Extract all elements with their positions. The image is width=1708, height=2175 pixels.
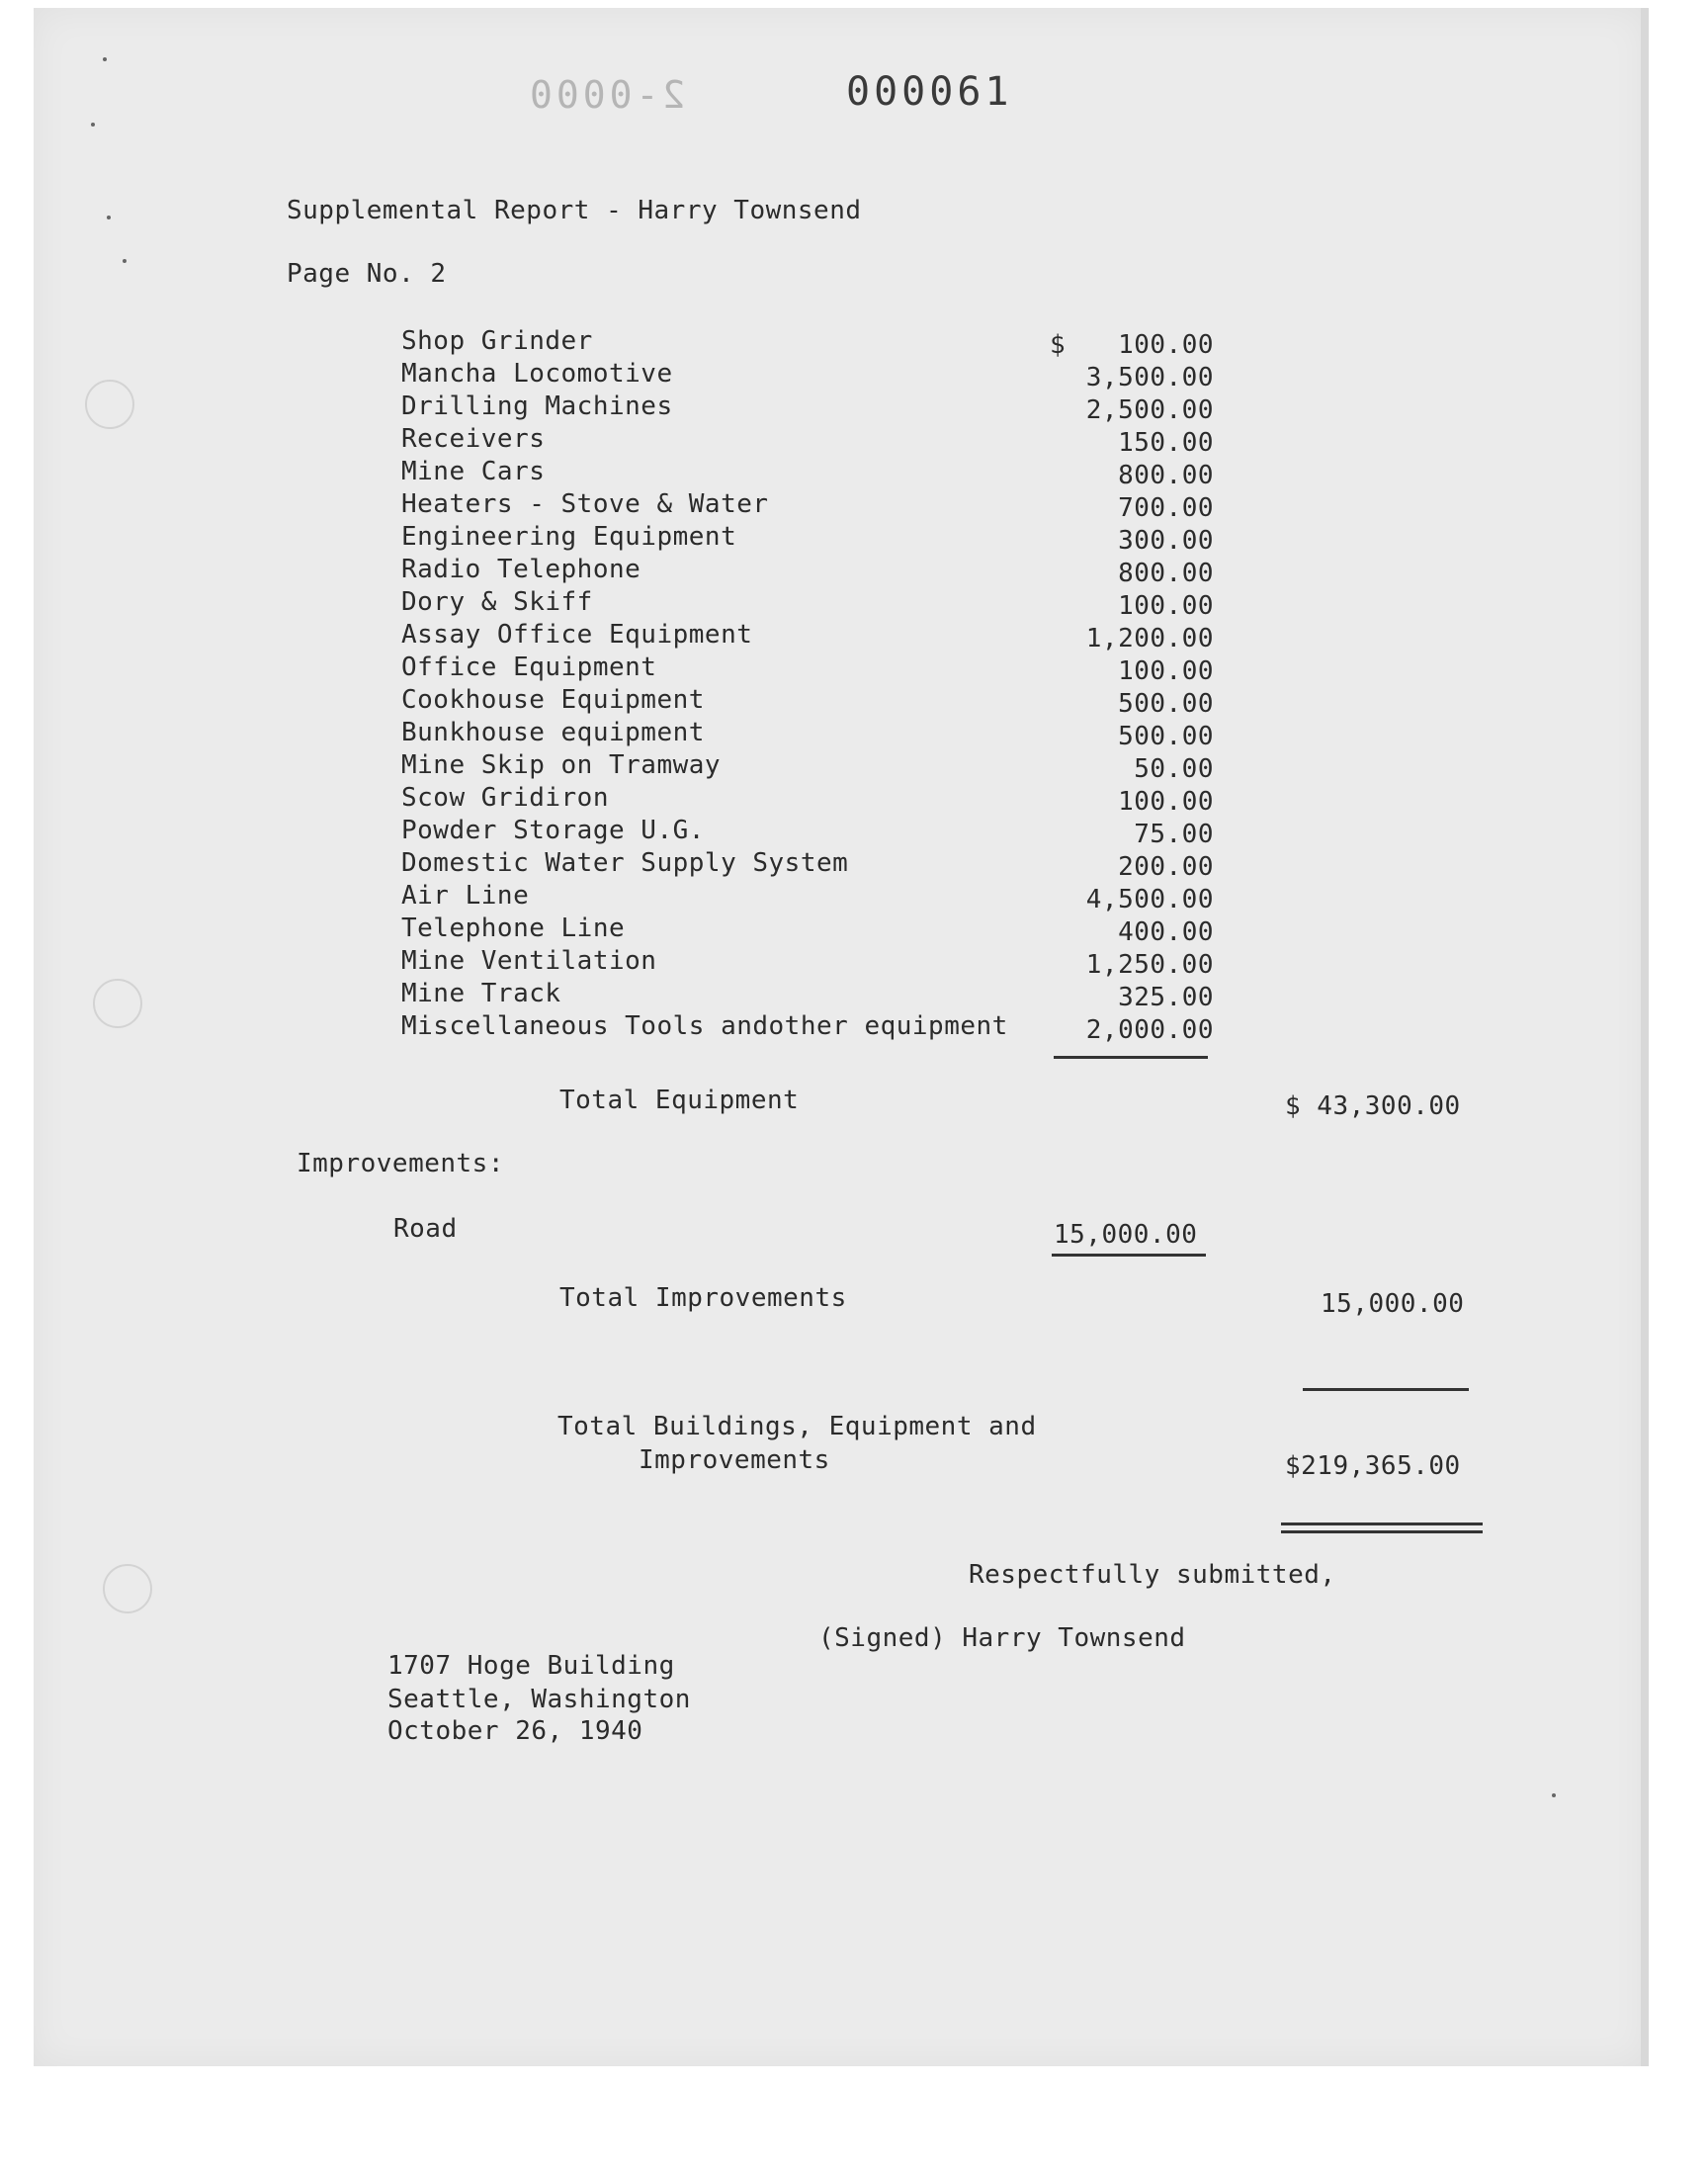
equipment-item-label: Radio Telephone — [401, 555, 641, 584]
punch-hole-bottom — [103, 1564, 152, 1613]
punch-hole-top — [85, 380, 134, 429]
equipment-item-amount: 4,500.00 — [1085, 885, 1214, 914]
equipment-item-amount: 200.00 — [1118, 852, 1214, 882]
road-amount: 15,000.00 — [1054, 1220, 1198, 1250]
paper-edge — [1641, 8, 1649, 2066]
page-label: Page No. 2 — [287, 259, 447, 289]
equipment-item-amount: 3,500.00 — [1085, 363, 1214, 392]
speck — [103, 57, 107, 61]
ghost-doc-number: 2-0000 — [526, 73, 686, 117]
grand-total-label-line1: Total Buildings, Equipment and — [557, 1412, 1037, 1441]
equipment-item-label: Powder Storage U.G. — [401, 816, 705, 845]
grand-total-label-line2: Improvements — [639, 1445, 830, 1475]
grand-total-double-rule-2 — [1281, 1530, 1483, 1533]
equipment-item-amount: 300.00 — [1118, 526, 1214, 556]
equipment-item-amount: 325.00 — [1118, 983, 1214, 1012]
equipment-item-amount: 800.00 — [1118, 461, 1214, 490]
equipment-item-label: Assay Office Equipment — [401, 620, 753, 650]
equipment-item-amount: 400.00 — [1118, 917, 1214, 947]
equipment-item-label: Office Equipment — [401, 652, 657, 682]
equipment-item-amount: 75.00 — [1134, 820, 1214, 849]
grand-total-top-rule — [1303, 1388, 1469, 1391]
improvements-heading: Improvements: — [297, 1149, 504, 1178]
report-title: Supplemental Report - Harry Townsend — [287, 196, 862, 225]
equipment-item-label: Dory & Skiff — [401, 587, 593, 617]
grand-total-value: $219,365.00 — [1285, 1451, 1461, 1481]
total-equipment-value: $ 43,300.00 — [1285, 1091, 1461, 1121]
road-label: Road — [393, 1214, 458, 1244]
total-improvements-value: 15,000.00 — [1321, 1289, 1465, 1319]
grand-total-double-rule-1 — [1281, 1522, 1483, 1525]
report-date: October 26, 1940 — [387, 1716, 643, 1746]
equipment-item-label: Drilling Machines — [401, 392, 673, 421]
equipment-item-label: Mine Track — [401, 979, 561, 1008]
equipment-item-amount: 150.00 — [1118, 428, 1214, 458]
total-improvements-label: Total Improvements — [559, 1283, 847, 1313]
equipment-item-label: Heaters - Stove & Water — [401, 489, 769, 519]
equipment-item-amount: 2,000.00 — [1085, 1015, 1214, 1045]
equipment-item-amount: 800.00 — [1118, 559, 1214, 588]
equipment-item-label: Mancha Locomotive — [401, 359, 673, 389]
equipment-item-amount: 700.00 — [1118, 493, 1214, 523]
equipment-item-label: Scow Gridiron — [401, 783, 609, 813]
signature-line: (Signed) Harry Townsend — [818, 1623, 1186, 1653]
equipment-item-label: Cookhouse Equipment — [401, 685, 705, 715]
speck — [91, 123, 95, 127]
equipment-item-amount: 1,200.00 — [1085, 624, 1214, 653]
equipment-item-label: Miscellaneous Tools andother equipment — [401, 1011, 1008, 1041]
road-underline — [1052, 1254, 1206, 1257]
equipment-item-amount: 500.00 — [1118, 722, 1214, 751]
equipment-item-label: Receivers — [401, 424, 546, 454]
equipment-item-label: Engineering Equipment — [401, 522, 737, 552]
equipment-item-label: Mine Cars — [401, 457, 546, 486]
document-number: 000061 — [846, 69, 1013, 115]
equipment-item-amount: 100.00 — [1118, 591, 1214, 621]
speck — [107, 216, 111, 219]
equipment-item-amount: 2,500.00 — [1085, 395, 1214, 425]
total-equipment-label: Total Equipment — [559, 1086, 800, 1115]
equipment-item-label: Bunkhouse equipment — [401, 718, 705, 747]
equipment-subtotal-rule — [1054, 1056, 1208, 1059]
equipment-item-amount: 100.00 — [1118, 787, 1214, 817]
speck — [1552, 1793, 1556, 1797]
equipment-item-amount: 500.00 — [1118, 689, 1214, 719]
equipment-item-label: Telephone Line — [401, 914, 626, 943]
punch-hole-middle — [93, 979, 142, 1028]
address-line-2: Seattle, Washington — [387, 1685, 691, 1714]
equipment-item-amount: 100.00 — [1118, 656, 1214, 686]
equipment-item-label: Shop Grinder — [401, 326, 593, 356]
dollar-sign: $ — [1050, 330, 1067, 360]
equipment-item-label: Air Line — [401, 881, 530, 911]
equipment-item-amount: 100.00 — [1118, 330, 1214, 360]
closing-text: Respectfully submitted, — [969, 1560, 1336, 1590]
equipment-item-amount: 1,250.00 — [1085, 950, 1214, 980]
equipment-item-amount: 50.00 — [1134, 754, 1214, 784]
equipment-item-label: Mine Ventilation — [401, 946, 657, 976]
equipment-item-label: Domestic Water Supply System — [401, 848, 849, 878]
address-line-1: 1707 Hoge Building — [387, 1651, 675, 1681]
speck — [123, 259, 127, 263]
equipment-item-label: Mine Skip on Tramway — [401, 750, 722, 780]
